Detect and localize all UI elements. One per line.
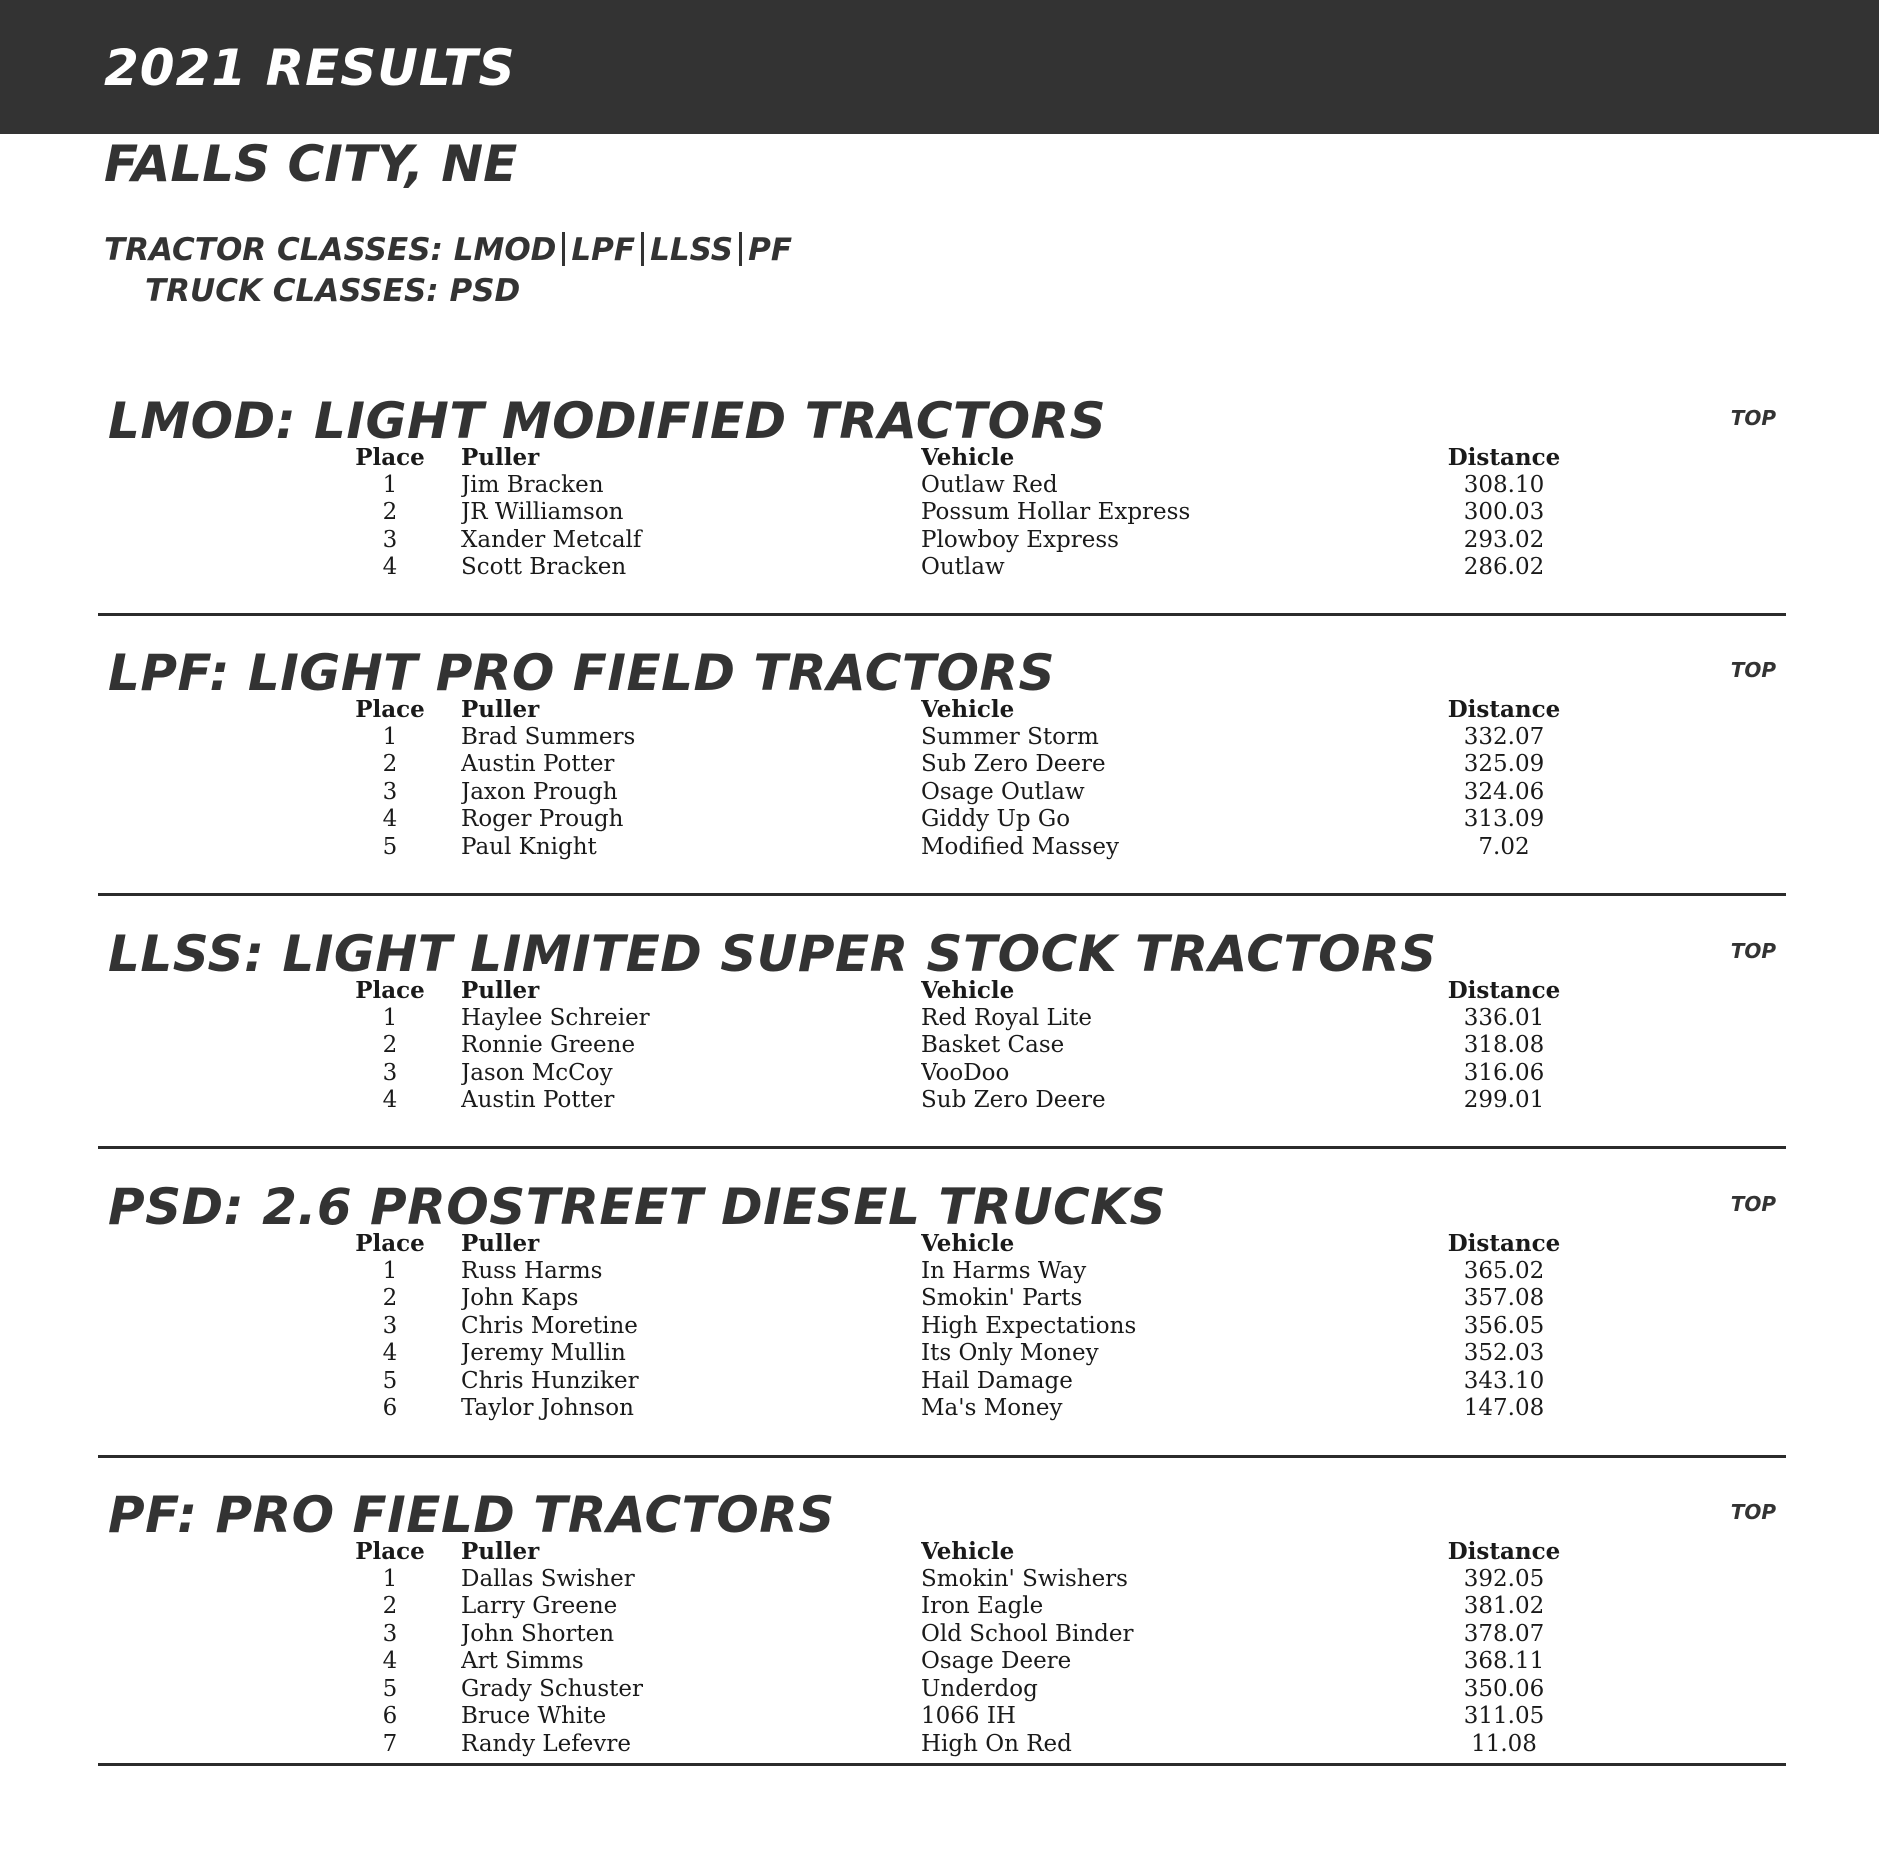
cell-place: 1 xyxy=(382,1257,398,1284)
spacer-cell xyxy=(1592,554,1786,582)
spacer-cell xyxy=(98,1621,319,1649)
cell-puller: Xander Metcalf xyxy=(461,526,642,553)
spacer-cell xyxy=(1592,1087,1786,1115)
results-table xyxy=(98,1230,1786,1423)
cell-vehicle: Sub Zero Deere xyxy=(921,1087,1106,1113)
cell-distance: 381.02 xyxy=(1463,1593,1545,1619)
column-header-vehicle: Vehicle xyxy=(921,1230,1015,1257)
cell-puller: Grady Schuster xyxy=(461,1675,644,1702)
cell-vehicle: 1066 IH xyxy=(921,1703,1016,1729)
cell-place: 4 xyxy=(382,1087,398,1113)
cell-place: 2 xyxy=(382,1285,398,1311)
divider xyxy=(562,232,565,266)
cell-place: 4 xyxy=(382,1340,398,1366)
section-title: PF: PRO FIELD TRACTORS xyxy=(108,1486,835,1544)
spacer-cell xyxy=(98,1285,319,1313)
cell-vehicle: In Harms Way xyxy=(921,1257,1087,1284)
cell-place: 1 xyxy=(382,1565,398,1592)
cell-vehicle: Giddy Up Go xyxy=(921,806,1071,832)
spacer-cell xyxy=(98,1368,319,1396)
column-header-distance: Distance xyxy=(1447,696,1561,723)
spacer-cell xyxy=(1592,499,1786,527)
header-banner xyxy=(0,0,1879,134)
tractor-classes-label: TRACTOR CLASSES: xyxy=(104,232,443,268)
table-row xyxy=(98,1032,1786,1060)
table-header-row xyxy=(98,1230,1786,1258)
spacer-cell xyxy=(98,1032,319,1060)
table-row xyxy=(98,779,1786,807)
spacer-cell xyxy=(1592,1005,1786,1033)
divider xyxy=(641,232,644,266)
table-row xyxy=(98,1593,1786,1621)
section-divider xyxy=(98,1455,1786,1458)
cell-place: 5 xyxy=(382,833,398,860)
cell-puller: Austin Potter xyxy=(461,751,615,777)
cell-puller: Scott Bracken xyxy=(461,554,627,580)
cell-place: 4 xyxy=(382,554,398,580)
cell-place: 5 xyxy=(382,1675,398,1702)
table-row xyxy=(98,751,1786,779)
cell-puller: Bruce White xyxy=(461,1703,607,1729)
spacer-cell xyxy=(98,1703,319,1731)
spacer-cell xyxy=(1592,1313,1786,1341)
cell-place: 6 xyxy=(382,1395,398,1421)
back-to-top-link[interactable]: TOP xyxy=(1730,406,1776,430)
cell-place: 2 xyxy=(382,751,398,777)
spacer-cell xyxy=(98,1005,319,1033)
column-header-puller: Puller xyxy=(461,444,540,471)
cell-puller: Roger Prough xyxy=(461,806,624,832)
cell-puller: Chris Hunziker xyxy=(461,1367,639,1394)
cell-distance: 332.07 xyxy=(1463,723,1545,750)
spacer-cell xyxy=(98,751,319,779)
section-divider xyxy=(98,613,1786,616)
cell-distance: 368.11 xyxy=(1463,1648,1545,1674)
cell-place: 3 xyxy=(382,1059,398,1086)
table-row xyxy=(98,472,1786,500)
tractor-classes-line xyxy=(104,232,792,267)
cell-vehicle: Underdog xyxy=(921,1675,1038,1702)
cell-vehicle: Outlaw xyxy=(921,554,1005,580)
truck-classes-label: TRUCK CLASSES: xyxy=(145,273,439,309)
cell-puller: Larry Greene xyxy=(461,1593,618,1619)
cell-puller: Art Simms xyxy=(461,1648,584,1674)
back-to-top-link[interactable]: TOP xyxy=(1730,939,1776,963)
cell-distance: 325.09 xyxy=(1463,751,1545,777)
cell-puller: John Shorten xyxy=(461,1620,615,1647)
table-row xyxy=(98,1313,1786,1341)
table-row xyxy=(98,1005,1786,1033)
spacer-cell xyxy=(98,779,319,807)
cell-vehicle: Smokin' Parts xyxy=(921,1285,1083,1311)
cell-place: 4 xyxy=(382,1648,398,1674)
spacer-cell xyxy=(98,1593,319,1621)
table-row xyxy=(98,554,1786,582)
column-header-place: Place xyxy=(355,444,425,471)
spacer-cell xyxy=(98,444,319,472)
spacer-cell xyxy=(98,1731,319,1759)
cell-vehicle: Osage Deere xyxy=(921,1648,1072,1674)
spacer-cell xyxy=(1592,1621,1786,1649)
section-title: LLSS: LIGHT LIMITED SUPER STOCK TRACTORS xyxy=(108,925,1437,983)
cell-distance: 365.02 xyxy=(1463,1257,1545,1284)
column-header-puller: Puller xyxy=(461,1538,540,1565)
cell-distance: 293.02 xyxy=(1463,526,1545,553)
spacer-cell xyxy=(98,527,319,555)
cell-distance: 313.09 xyxy=(1463,806,1545,832)
cell-vehicle: Plowboy Express xyxy=(921,526,1119,553)
cell-place: 6 xyxy=(382,1703,398,1729)
cell-place: 7 xyxy=(382,1730,398,1757)
spacer-cell xyxy=(98,472,319,500)
back-to-top-link[interactable]: TOP xyxy=(1730,1192,1776,1216)
cell-puller: Ronnie Greene xyxy=(461,1032,636,1058)
table-row xyxy=(98,1731,1786,1759)
spacer-cell xyxy=(98,1648,319,1676)
spacer-cell xyxy=(1592,724,1786,752)
spacer-cell xyxy=(98,1230,319,1258)
event-location: FALLS CITY, NE xyxy=(104,135,518,193)
cell-puller: Taylor Johnson xyxy=(461,1395,634,1421)
cell-puller: Jaxon Prough xyxy=(461,778,618,805)
section-divider xyxy=(98,1763,1786,1766)
column-header-distance: Distance xyxy=(1447,1538,1561,1565)
cell-distance: 352.03 xyxy=(1463,1340,1545,1366)
spacer-cell xyxy=(98,499,319,527)
spacer-cell xyxy=(1592,696,1786,724)
table-header-row xyxy=(98,444,1786,472)
cell-vehicle: Modified Massey xyxy=(921,833,1119,860)
spacer-cell xyxy=(1592,472,1786,500)
cell-place: 5 xyxy=(382,1367,398,1394)
cell-distance: 336.01 xyxy=(1463,1004,1545,1031)
table-row xyxy=(98,1703,1786,1731)
table-header-row xyxy=(98,696,1786,724)
spacer-cell xyxy=(1592,1703,1786,1731)
cell-puller: JR Williamson xyxy=(461,499,624,525)
page-title: 2021 RESULTS xyxy=(104,39,516,97)
spacer-cell xyxy=(98,1087,319,1115)
class-link-lmod[interactable]: LMOD xyxy=(453,232,557,268)
cell-puller: Haylee Schreier xyxy=(461,1004,650,1031)
cell-distance: 299.01 xyxy=(1463,1087,1545,1113)
cell-place: 1 xyxy=(382,723,398,750)
results-table xyxy=(98,444,1786,582)
cell-puller: Jeremy Mullin xyxy=(461,1340,626,1366)
cell-distance: 324.06 xyxy=(1463,778,1545,805)
column-header-vehicle: Vehicle xyxy=(921,977,1015,1004)
spacer-cell xyxy=(98,1395,319,1423)
cell-puller: Dallas Swisher xyxy=(461,1565,635,1592)
spacer-cell xyxy=(1592,1258,1786,1286)
spacer-cell xyxy=(1592,1230,1786,1258)
cell-place: 2 xyxy=(382,1032,398,1058)
cell-puller: Russ Harms xyxy=(461,1257,603,1284)
column-header-vehicle: Vehicle xyxy=(921,444,1015,471)
cell-distance: 300.03 xyxy=(1463,499,1545,525)
table-row xyxy=(98,1368,1786,1396)
spacer-cell xyxy=(1592,1648,1786,1676)
cell-place: 3 xyxy=(382,1620,398,1647)
cell-place: 4 xyxy=(382,806,398,832)
cell-vehicle: Old School Binder xyxy=(921,1620,1134,1647)
cell-vehicle: Outlaw Red xyxy=(921,471,1058,498)
spacer-cell xyxy=(98,554,319,582)
column-header-distance: Distance xyxy=(1447,977,1561,1004)
spacer-cell xyxy=(1592,806,1786,834)
column-header-place: Place xyxy=(355,977,425,1004)
cell-place: 3 xyxy=(382,526,398,553)
cell-distance: 378.07 xyxy=(1463,1620,1545,1647)
column-header-place: Place xyxy=(355,696,425,723)
cell-distance: 11.08 xyxy=(1471,1730,1537,1757)
back-to-top-link[interactable]: TOP xyxy=(1730,1500,1776,1524)
spacer-cell xyxy=(1592,527,1786,555)
cell-distance: 356.05 xyxy=(1463,1312,1545,1339)
cell-vehicle: High On Red xyxy=(921,1730,1072,1757)
cell-vehicle: Osage Outlaw xyxy=(921,778,1085,805)
cell-puller: Jason McCoy xyxy=(461,1059,613,1086)
cell-distance: 350.06 xyxy=(1463,1675,1545,1702)
table-row xyxy=(98,1340,1786,1368)
truck-classes-line xyxy=(145,274,520,308)
cell-puller: Chris Moretine xyxy=(461,1312,638,1339)
cell-vehicle: Possum Hollar Express xyxy=(921,499,1191,525)
cell-distance: 7.02 xyxy=(1478,833,1530,860)
table-row xyxy=(98,1087,1786,1115)
table-row xyxy=(98,1285,1786,1313)
cell-vehicle: VooDoo xyxy=(921,1059,1010,1086)
column-header-puller: Puller xyxy=(461,1230,540,1257)
table-row xyxy=(98,1648,1786,1676)
spacer-cell xyxy=(1592,1566,1786,1594)
class-link-pf[interactable]: PF xyxy=(748,232,793,268)
cell-place: 3 xyxy=(382,778,398,805)
column-header-distance: Distance xyxy=(1447,1230,1561,1257)
spacer-cell xyxy=(98,1566,319,1594)
cell-distance: 392.05 xyxy=(1463,1565,1545,1592)
spacer-cell xyxy=(98,696,319,724)
cell-vehicle: Its Only Money xyxy=(921,1340,1099,1366)
table-row xyxy=(98,806,1786,834)
section-divider xyxy=(98,893,1786,896)
spacer-cell xyxy=(98,806,319,834)
results-table xyxy=(98,1538,1786,1758)
cell-place: 2 xyxy=(382,1593,398,1619)
table-row xyxy=(98,1395,1786,1423)
spacer-cell xyxy=(98,1538,319,1566)
table-row xyxy=(98,1258,1786,1286)
cell-puller: John Kaps xyxy=(461,1285,579,1311)
section-title: LPF: LIGHT PRO FIELD TRACTORS xyxy=(108,644,1056,702)
spacer-cell xyxy=(1592,1032,1786,1060)
spacer-cell xyxy=(1592,1593,1786,1621)
column-header-place: Place xyxy=(355,1230,425,1257)
cell-vehicle: Sub Zero Deere xyxy=(921,751,1106,777)
cell-vehicle: Smokin' Swishers xyxy=(921,1565,1128,1592)
class-link-psd[interactable]: PSD xyxy=(449,273,521,309)
cell-distance: 286.02 xyxy=(1463,554,1545,580)
spacer-cell xyxy=(98,1313,319,1341)
cell-vehicle: Iron Eagle xyxy=(921,1593,1044,1619)
cell-vehicle: High Expectations xyxy=(921,1312,1137,1339)
spacer-cell xyxy=(1592,1340,1786,1368)
spacer-cell xyxy=(1592,1676,1786,1704)
divider xyxy=(739,232,742,266)
spacer-cell xyxy=(1592,1538,1786,1566)
spacer-cell xyxy=(98,1258,319,1286)
column-header-puller: Puller xyxy=(461,696,540,723)
cell-place: 1 xyxy=(382,1004,398,1031)
spacer-cell xyxy=(98,834,319,862)
spacer-cell xyxy=(98,724,319,752)
cell-puller: Randy Lefevre xyxy=(461,1730,632,1757)
cell-puller: Paul Knight xyxy=(461,833,597,860)
spacer-cell xyxy=(1592,751,1786,779)
column-header-place: Place xyxy=(355,1538,425,1565)
spacer-cell xyxy=(1592,834,1786,862)
results-table xyxy=(98,977,1786,1115)
section-title: LMOD: LIGHT MODIFIED TRACTORS xyxy=(108,392,1107,450)
column-header-vehicle: Vehicle xyxy=(921,696,1015,723)
cell-puller: Brad Summers xyxy=(461,723,636,750)
spacer-cell xyxy=(1592,1285,1786,1313)
cell-vehicle: Red Royal Lite xyxy=(921,1004,1092,1031)
cell-puller: Jim Bracken xyxy=(461,471,604,498)
cell-place: 2 xyxy=(382,499,398,525)
spacer-cell xyxy=(1592,1395,1786,1423)
cell-distance: 308.10 xyxy=(1463,471,1545,498)
spacer-cell xyxy=(1592,779,1786,807)
spacer-cell xyxy=(1592,1731,1786,1759)
spacer-cell xyxy=(98,1340,319,1368)
spacer-cell xyxy=(98,1676,319,1704)
column-header-distance: Distance xyxy=(1447,444,1561,471)
back-to-top-link[interactable]: TOP xyxy=(1730,658,1776,682)
spacer-cell xyxy=(98,977,319,1005)
cell-vehicle: Ma's Money xyxy=(921,1395,1063,1421)
cell-distance: 311.05 xyxy=(1463,1703,1545,1729)
spacer-cell xyxy=(1592,1060,1786,1088)
cell-puller: Austin Potter xyxy=(461,1087,615,1113)
cell-distance: 318.08 xyxy=(1463,1032,1545,1058)
table-row xyxy=(98,1621,1786,1649)
results-table xyxy=(98,696,1786,861)
cell-place: 1 xyxy=(382,471,398,498)
cell-vehicle: Summer Storm xyxy=(921,723,1099,750)
section-divider xyxy=(98,1146,1786,1149)
spacer-cell xyxy=(1592,1368,1786,1396)
cell-vehicle: Hail Damage xyxy=(921,1367,1073,1394)
cell-distance: 316.06 xyxy=(1463,1059,1545,1086)
cell-distance: 343.10 xyxy=(1463,1367,1545,1394)
class-link-lpf[interactable]: LPF xyxy=(571,232,636,268)
cell-distance: 147.08 xyxy=(1463,1395,1545,1421)
table-row xyxy=(98,1676,1786,1704)
table-header-row xyxy=(98,1538,1786,1566)
table-header-row xyxy=(98,977,1786,1005)
spacer-cell xyxy=(98,1060,319,1088)
table-row xyxy=(98,499,1786,527)
table-row xyxy=(98,1060,1786,1088)
table-row xyxy=(98,724,1786,752)
table-row xyxy=(98,527,1786,555)
table-row xyxy=(98,1566,1786,1594)
cell-place: 3 xyxy=(382,1312,398,1339)
section-title: PSD: 2.6 PROSTREET DIESEL TRUCKS xyxy=(108,1178,1166,1236)
spacer-cell xyxy=(1592,444,1786,472)
cell-vehicle: Basket Case xyxy=(921,1032,1065,1058)
class-link-llss[interactable]: LLSS xyxy=(650,232,734,268)
table-row xyxy=(98,834,1786,862)
cell-distance: 357.08 xyxy=(1463,1285,1545,1311)
column-header-puller: Puller xyxy=(461,977,540,1004)
spacer-cell xyxy=(1592,977,1786,1005)
column-header-vehicle: Vehicle xyxy=(921,1538,1015,1565)
